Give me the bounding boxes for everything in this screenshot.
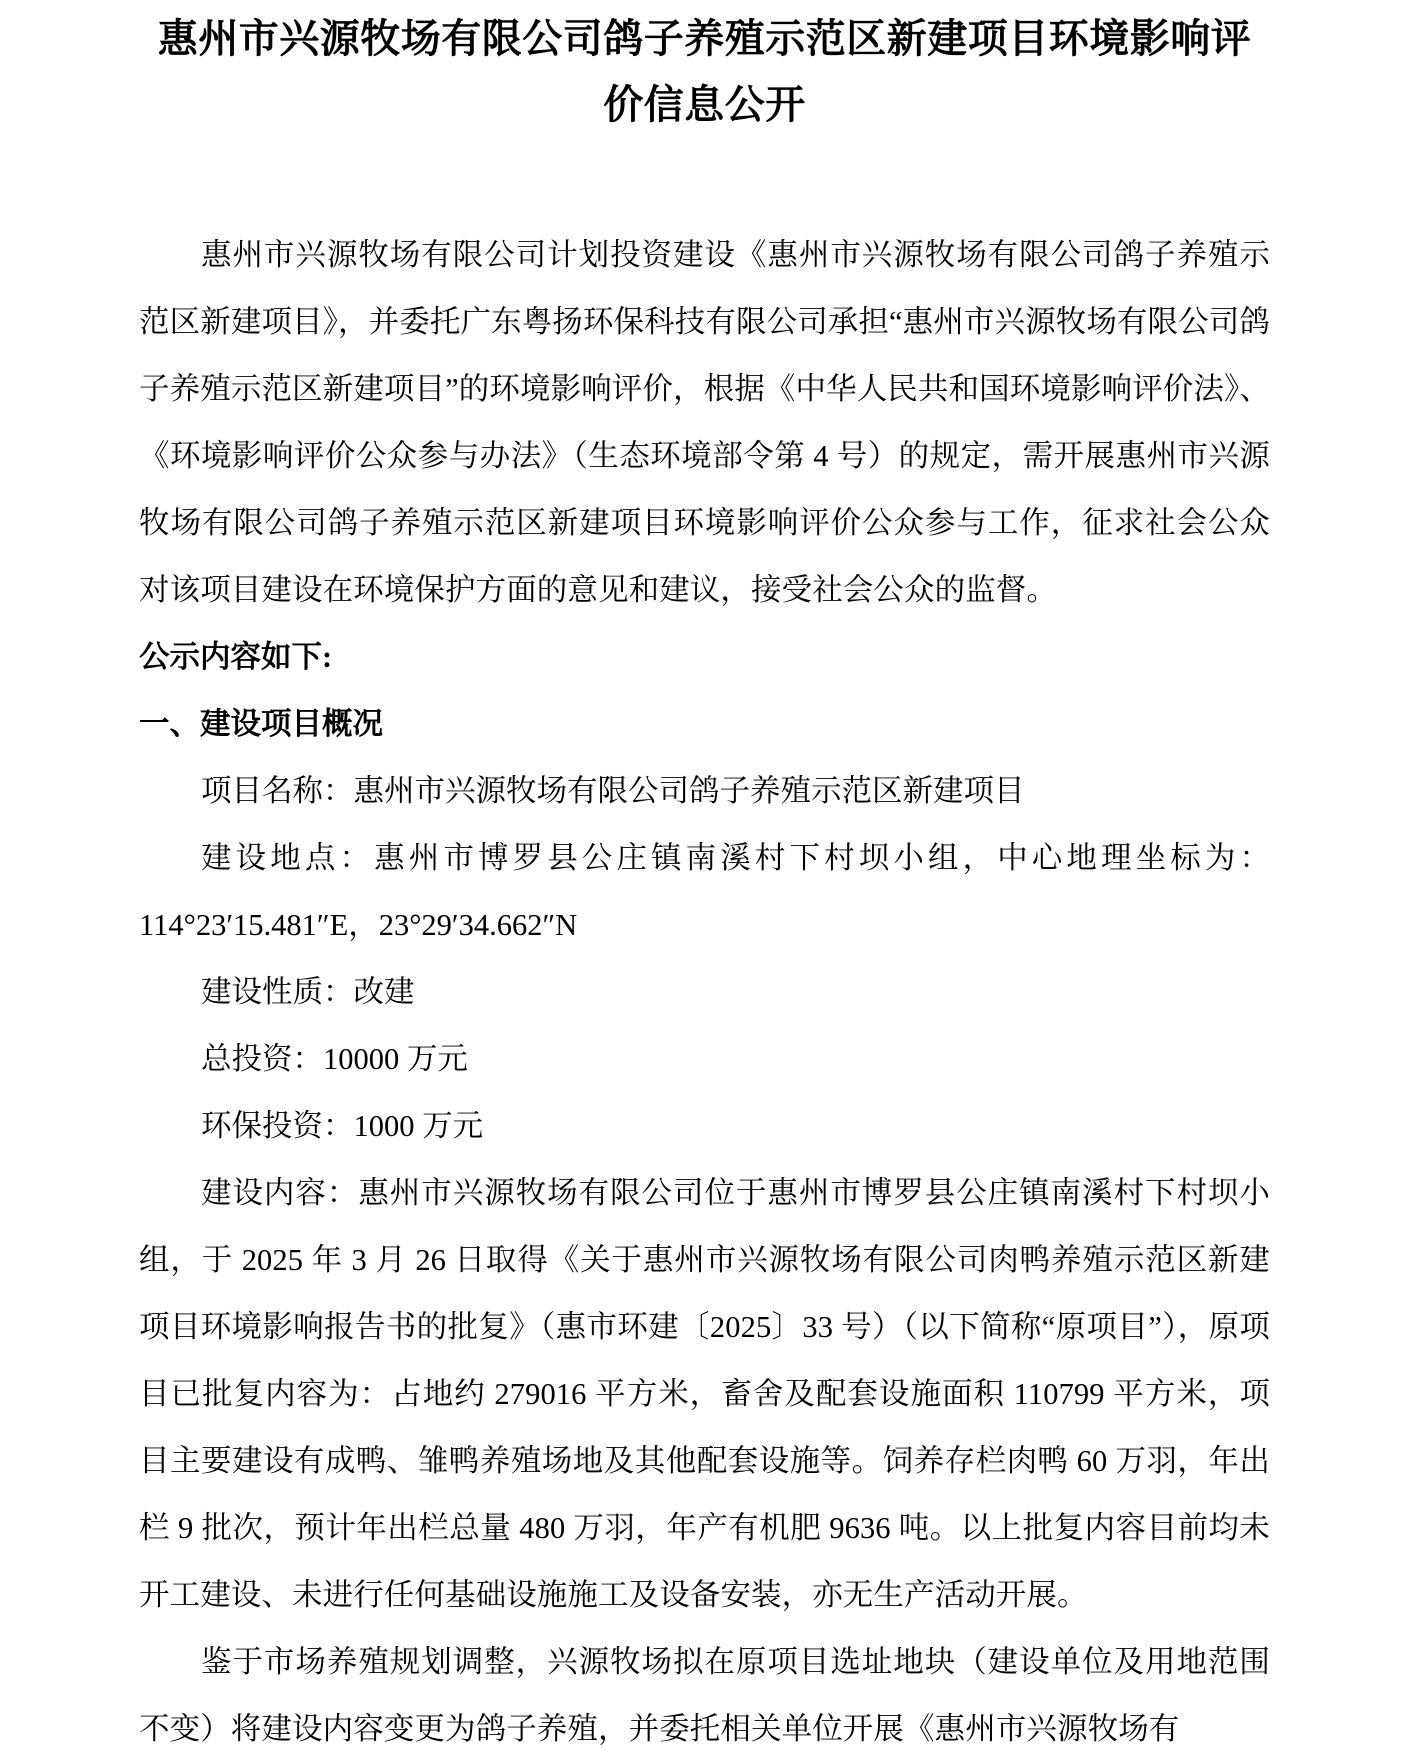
field-label: 总投资： — [201, 1042, 323, 1076]
field-project-name — [139, 758, 1270, 825]
field-construction-site — [139, 825, 1270, 959]
field-environmental-investment — [139, 1093, 1270, 1160]
section-one-heading: 一、建设项目概况 — [139, 707, 383, 741]
construction-content-paragraph: 建设内容：惠州市兴源牧场有限公司位于惠州市博罗县公庄镇南溪村下村坝小组，于 2025 年 3 月 26 日取得《关于惠州市兴源牧场有限公司肉鸭养殖示范区新建项目环境影响报告书的批复》（惠市环建〔2025〕33 号）（以下简称“原项目”），原项目已批复内容为：占地约 279016 平方米，畜舍及配套设施面积 110799 平方米，项目主要建设有成鸭、雏鸭养殖场地及其他配套设施等。饲养存栏肉鸭 60 万羽，年出栏 9 批次，预计年出栏总量 480 万羽，年产有机肥 9636 吨。以上批复内容目前均未开工建设、未进行任何基础设施施工及设备安装，亦无生产活动开展。 — [139, 1176, 1270, 1612]
title-spacer — [139, 138, 1270, 222]
intro-paragraph: 惠州市兴源牧场有限公司计划投资建设《惠州市兴源牧场有限公司鸽子养殖示范区新建项目》，并委托广东粤扬环保科技有限公司承担“惠州市兴源牧场有限公司鸽子养殖示范区新建项目”的环境影响评价，根据《中华人民共和国环境影响评价法》、《环境影响评价公众参与办法》（生态环境部令第 4 号）的规定，需开展惠州市兴源牧场有限公司鸽子养殖示范区新建项目环境影响评价公众参与工作，征求社会公众对该项目建设在环境保护方面的意见和建议，接受社会公众的监督。 — [139, 238, 1270, 607]
field-label: 建设地点： — [201, 841, 375, 875]
field-value: 惠州市兴源牧场有限公司鸽子养殖示范区新建项目 — [353, 774, 1025, 808]
field-label: 建设性质： — [201, 975, 354, 1009]
adjustment-paragraph: 鉴于市场养殖规划调整，兴源牧场拟在原项目选址地块（建设单位及用地范围不变）将建设内容变更为鸽子养殖，并委托相关单位开展《惠州市兴源牧场有 — [139, 1645, 1270, 1746]
field-value: 惠州市博罗县公庄镇南溪村下村坝小组，中心地理坐标为：114°23′15.481″E，23°29′34.662″N — [139, 841, 1271, 942]
field-total-investment — [139, 1026, 1270, 1093]
document-page — [0, 6, 1409, 1761]
field-construction-nature — [139, 959, 1270, 1026]
content-lead-label: 公示内容如下: — [139, 640, 333, 674]
field-label: 环保投资： — [201, 1109, 354, 1143]
field-value: 改建 — [353, 975, 415, 1009]
field-value: 10000 万元 — [323, 1042, 468, 1076]
field-value: 1000 万元 — [353, 1109, 484, 1143]
page-title: 惠州市兴源牧场有限公司鸽子养殖示范区新建项目环境影响评价信息公开 — [157, 16, 1252, 127]
field-label: 项目名称： — [201, 774, 354, 808]
